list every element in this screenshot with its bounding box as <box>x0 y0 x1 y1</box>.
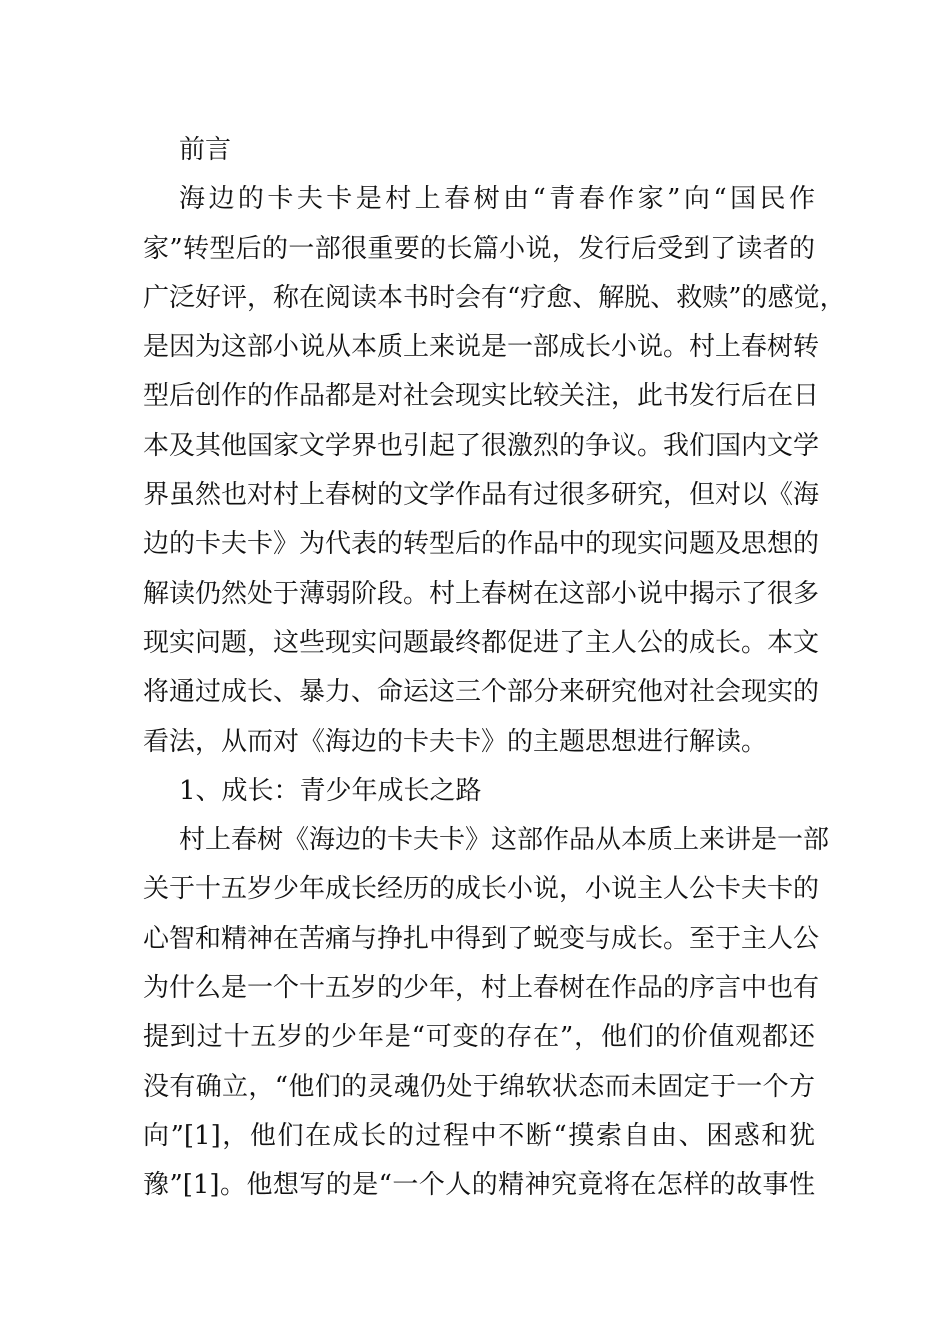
text-line: 心智和精神在苦痛与挣扎中得到了蜕变与成长。至于主人公 <box>143 923 820 954</box>
text-line: 是因为这部小说从本质上来说是一部成长小说。村上春树转 <box>143 332 820 363</box>
text-line: 广泛好评，称在阅读本书时会有“疗愈、解脱、救赎”的感觉， <box>143 282 846 313</box>
text-line: 提到过十五岁的少年是“可变的存在”，他们的价值观都还 <box>143 1022 815 1053</box>
text-line: 为什么是一个十五岁的少年，村上春树在作品的序言中也有 <box>143 973 820 1004</box>
preface-heading: 前言 <box>179 135 232 165</box>
text-line: 边的卡夫卡》为代表的转型后的作品中的现实问题及思想的 <box>143 529 820 560</box>
document-body <box>143 126 846 1211</box>
section-paragraph <box>143 816 830 1210</box>
text-line: 现实问题，这些现实问题最终都促进了主人公的成长。本文 <box>143 627 820 658</box>
preface-paragraph <box>143 175 846 767</box>
text-line: 海边的卡夫卡是村上春树由“青春作家”向“国民作 <box>179 184 815 215</box>
text-line: 看法，从而对《海边的卡夫卡》的主题思想进行解读。 <box>143 726 768 757</box>
text-line: 界虽然也对村上春树的文学作品有过很多研究，但对以《海 <box>143 480 820 511</box>
text-line: 解读仍然处于薄弱阶段。村上春树在这部小说中揭示了很多 <box>143 578 820 609</box>
text-line: 没有确立，“他们的灵魂仍处于绵软状态而未固定于一个方 <box>143 1071 815 1102</box>
section-heading: 1、成长：青少年成长之路 <box>179 775 482 806</box>
text-line: 关于十五岁少年成长经历的成长小说，小说主人公卡夫卡的 <box>143 874 820 905</box>
text-line: 将通过成长、暴力、命运这三个部分来研究他对社会现实的 <box>143 677 820 708</box>
text-line: 本及其他国家文学界也引起了很激烈的争议。我们国内文学 <box>143 430 820 461</box>
text-line: 豫”[1]。他想写的是“一个人的精神究竟将在怎样的故事性 <box>143 1170 815 1201</box>
text-line: 型后创作的作品都是对社会现实比较关注，此书发行后在日 <box>143 381 820 412</box>
text-line: 村上春树《海边的卡夫卡》这部作品从本质上来讲是一部 <box>179 825 830 856</box>
text-line: 家”转型后的一部很重要的长篇小说，发行后受到了读者的 <box>143 233 815 264</box>
text-line: 向”[1]，他们在成长的过程中不断“摸索自由、困惑和犹 <box>143 1120 815 1151</box>
